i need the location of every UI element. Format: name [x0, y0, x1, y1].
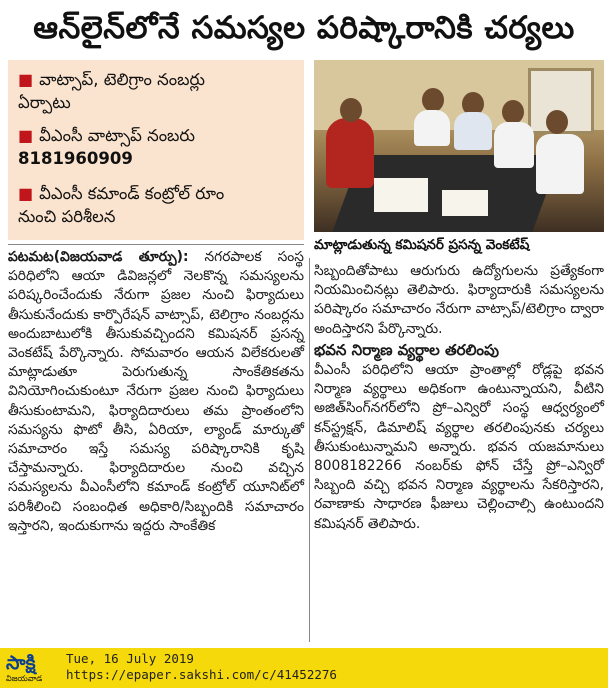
divider	[8, 244, 304, 245]
highlight-item	[18, 182, 224, 228]
bullet-icon: ■	[18, 126, 34, 145]
footer-info	[66, 651, 337, 683]
photo-caption: మాట్లాడుతున్న కమిషనర్ ప్రసన్న వెంకటేష్	[314, 237, 530, 253]
footer-bar	[0, 648, 608, 688]
sakshi-logo	[6, 652, 58, 684]
dateline: పటమట(విజయవాడ తూర్పు):	[8, 249, 189, 265]
highlights-box	[8, 60, 304, 240]
article-column-2	[314, 262, 604, 644]
subheading: భవన నిర్మాణ వ్యర్థాల తరలింపు	[314, 340, 499, 359]
bullet-icon: ■	[18, 184, 34, 203]
column-divider	[309, 258, 310, 642]
article-text: వీఎంసీ పరిధిలోని ఆయా ప్రాంతాల్లో రోడ్లపై భవన నిర్మాణ వ్యర్థాలు అధికంగా ఉంటున్నాయని, వీటిని అజిత్‌సింగ్‌నగర్‌లోని ప్రో–ఎన్విరో సంస్థ ఆధ్వర్యంలో కన్‌స్ట్రక్షన్, డిమాలిష్ వ్యర్థాల తరలింపునకు చర్యలు తీసుకుంటున్నామని అన్నారు. భవన యజమానులు 8008182266 నంబర్‌కు ఫోన్ చేస్తే ప్రో–ఎన్విరో సిబ్బంది వచ్చి భవన నిర్మాణ వ్యర్థాలను సేకరిస్తారని, రవాణాకు సాధారణ ఫీజులు చెల్లించాల్సి ఉంటుందని కమిషనర్ తెలిపారు.	[314, 362, 604, 532]
article-column-1	[8, 248, 304, 644]
highlight-line: వాట్సాప్, టెలిగ్రాం నంబర్లు	[39, 70, 205, 89]
epaper-link[interactable]: https://epaper.sakshi.com/c/41452276	[66, 667, 337, 682]
meeting-photo	[314, 60, 604, 232]
highlight-item	[18, 124, 195, 170]
publish-date: Tue, 16 July 2019	[66, 651, 194, 666]
headline: ఆన్‌లైన్‌లోనే సమస్యల పరిష్కారానికి చర్యలు	[33, 10, 575, 46]
highlight-line: ఏర్పాటు	[18, 93, 71, 112]
highlight-line: వీఎంసీ వాట్సాప్ నంబరు	[39, 126, 195, 145]
logo-edition: విజయవాడ	[6, 674, 43, 683]
bullet-icon: ■	[18, 70, 34, 89]
highlight-line: వీఎంసీ కమాండ్ కంట్రోల్ రూం	[39, 184, 225, 203]
highlight-line: నుంచి పరిశీలన	[18, 207, 116, 226]
whatsapp-number: 8181960909	[18, 149, 133, 168]
article-text: నగరపాలక సంస్థ పరిధిలోని ఆయా డివిజన్లలో నెలకొన్న సమస్యలను పరిష్కరించేందుకు నేరుగా ప్రజల నుంచి ఫిర్యాదులు తీసుకునేందుకు కార్పొరేషన్ వాట్సాప్, టెలిగ్రాం నంబర్లను అందుబాటులోకి తీసుకువచ్చిందని కమిషనర్ ప్రసన్న వెంకటేష్ పేర్కొన్నారు. సోమవారం ఆయన విలేకరులతో మాట్లాడుతూ పెరుగుతున్న సాంకేతికతను వినియోగించుకుంటూ నేరుగా ప్రజల నుంచి ఫిర్యాదులు తీసుకుంటామని, ఫిర్యాదిదారులు తమ ప్రాంతంలోని సమస్యను ఫొటో తీసి, ఏరియా, ల్యాండ్ మార్కుతో సమాచారం ఇస్తే సమస్య పరిష్కారానికి కృషి చేస్తామన్నారు. ఫిర్యాదిదారుల నుంచి వచ్చిన సమస్యలను వీఎంసీలోని కమాండ్ కంట్రోల్ యూనిట్‌లో పరిశీలించి సంబంధిత అధికారి/సిబ్బందికి సమాచారం ఇస్తారని, ఇందుకుగాను ఇద్దరు సాంకేతిక	[8, 249, 304, 534]
article-text: సిబ్బందితోపాటు ఆరుగురు ఉద్యోగులను ప్రత్యేకంగా నియమించినట్లు తెలిపారు. ఫిర్యాదారుకి సమస్యలను పరిష్కారం సమాచారం నేరుగా వాట్సాప్/టెలిగ్రాం ద్వారా అందిస్తారని పేర్కొన్నారు.	[314, 263, 604, 337]
logo-brand: సాక్షి	[6, 652, 36, 674]
highlight-item	[18, 68, 205, 114]
